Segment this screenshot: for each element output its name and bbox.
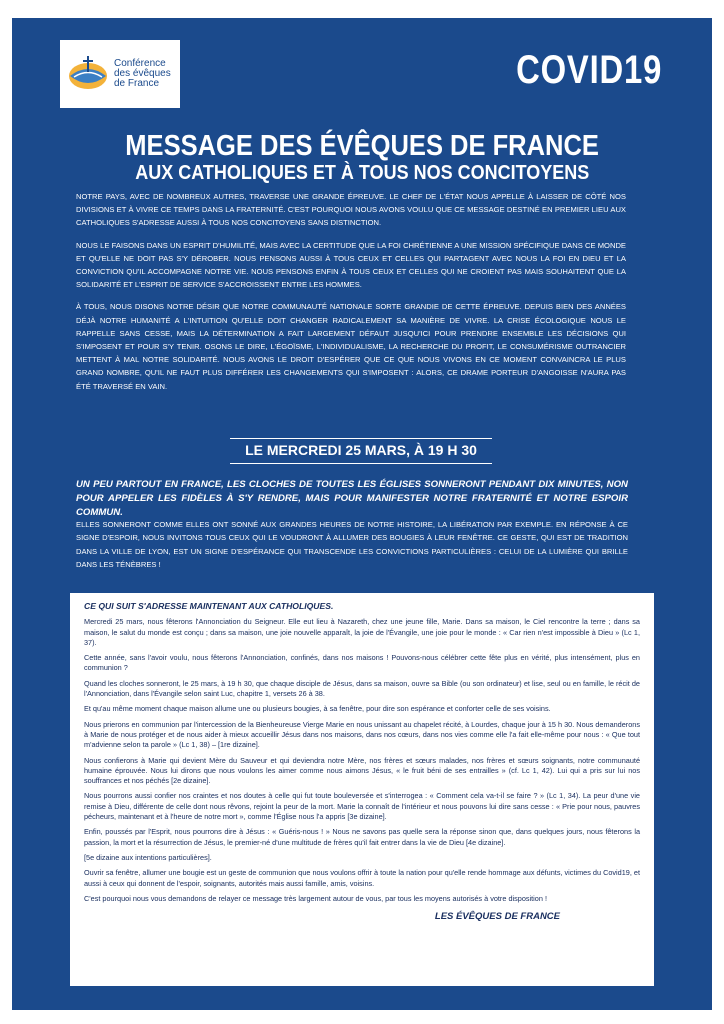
logo-line-2: des évêques bbox=[114, 68, 171, 79]
signature: LES ÉVÊQUES DE FRANCE bbox=[434, 911, 560, 923]
catholic-paragraph: Et qu'au même moment chaque maison allume une ou plusieurs bougies, à sa fenêtre, pour dire son espérance et conforter celle de ses voisins. bbox=[84, 704, 551, 714]
cross-fish-logo-icon bbox=[66, 52, 110, 96]
catholic-paragraph: Nous prierons en communion par l'intercession de la Bienheureuse Vierge Marie en nous unissant au chapelet récité, à Lourdes, chaque jour à 15 h 30. Nous demanderons à Marie de nous protéger et de nous aider à mieux accueillir Jésus dans nos maisons, dans nos cœurs, dans nos vies comme elle l'a fait elle-même pour nous : « Que tout m'advienne selon ta parole » (Lc 1, 38) – [1re dizaine]. bbox=[84, 719, 640, 750]
intro-text bbox=[76, 190, 626, 402]
logo-line-1: Conférence bbox=[114, 58, 166, 69]
bells-announcement: UN PEU PARTOUT EN FRANCE, LES CLOCHES DE TOUTES LES ÉGLISES SONNERONT PENDANT DIX MINUTES, NON POUR APPELER LES FIDÈLES À S'Y RENDRE, MAIS POUR MANIFESTER NOTRE FRATERNITÉ ET NOTRE ESPOIR COMMUN. bbox=[76, 479, 628, 518]
catholic-paragraph: C'est pourquoi nous vous demandons de relayer ce message très largement autour de vous, par tous les moyens autorisés à votre disposition ! bbox=[84, 893, 547, 903]
catholic-paragraph: [5e dizaine aux intentions particulières]. bbox=[84, 852, 212, 862]
intro-paragraph-2: NOUS LE FAISONS DANS UN ESPRIT D'HUMILITÉ, MAIS AVEC LA CERTITUDE QUE LA FOI CHRÉTIENNE A UNE MISSION SPÉCIFIQUE DANS CE MONDE ET QU'ELLE NE DOIT PAS S'Y DÉROBER. NOUS PENSONS AUSSI À TOUS CEUX ET CELLES QUI PARTAGENT AVEC NOUS LA FOI EN DIEU ET LA CONVICTION QU'IL ACCOMPAGNE NOTRE VIE. NOUS PENSONS ENFIN À TOUS CEUX ET CELLES QUI NE CROIENT PAS MAIS SOUHAITENT QUE LA SOLIDARITÉ ET L'ESPRIT DE SERVICE S'ACCROISSENT ENTRE LES HOMMES. bbox=[76, 240, 626, 290]
catholic-paragraph: Nous confierons à Marie qui devient Mère du Sauveur et qui deviendra notre Mère, nos frères et sœurs malades, nos frères et sœurs soignants, notre communauté humaine éprouvée. Nous lui dirons que nous voulons les aimer comme nous aimons Jésus, « le fruit béni de ses entrailles » (cf. Lc 1, 42). Lui qui a pris sur lui nos souffrances et nos péchés [2e dizaine]. bbox=[84, 755, 640, 786]
candles-paragraph: ELLES SONNERONT COMME ELLES ONT SONNÉ AUX GRANDES HEURES DE NOTRE HISTOIRE, LA LIBÉRATION PAR EXEMPLE. EN RÉPONSE À CE SIGNE D'ESPOIR, NOUS INVITONS TOUS CEUX QUI LE VOUDRONT À ALLUMER DES BOUGIES À LEUR FENÊTRE. CE GESTE, QUI EST DE TRADITION DANS LA VILLE DE LYON, EST UN SIGNE D'ESPÉRANCE QUI TRANSCENDE LES CONVICTIONS PARTICULIÈRES : CELUI DE LA LUMIÈRE QUI BRILLE DANS LES TÉNÈBRES ! bbox=[76, 520, 628, 570]
subtitle: AUX CATHOLIQUES ET À TOUS NOS CONCITOYENS bbox=[134, 162, 590, 184]
catholic-message-box bbox=[70, 593, 654, 986]
catholic-heading: CE QUI SUIT S'ADRESSE MAINTENANT AUX CATHOLIQUES. bbox=[84, 601, 334, 611]
catholic-paragraph: Enfin, poussés par l'Esprit, nous pourrons dire à Jésus : « Guéris-nous ! » Nous ne savons pas quelle sera la réponse sinon que, dans quelques jours, nous fêterons la passion, la mort et la résurrection de Jésus, le premier-né d'une multitude de frères qu'il fait entrer dans la vie de Dieu [4e dizaine]. bbox=[84, 827, 640, 847]
logo-line-3: de France bbox=[114, 78, 160, 89]
intro-paragraph-3: À TOUS, NOUS DISONS NOTRE DÉSIR QUE NOTRE COMMUNAUTÉ NATIONALE SORTE GRANDIE DE CETTE ÉPREUVE. DEPUIS BIEN DES ANNÉES DÉJÀ NOTRE HUMANITÉ A L'INTUITION QU'ELLE DOIT CHANGER RADICALEMENT SA MANIÈRE DE VIVRE. LA CRISE ÉCOLOGIQUE NOUS LE RAPPELLE SANS CESSE, MAIS LA DÉTERMINATION A FAIT LARGEMENT DÉFAUT JUSQU'ICI POUR PRENDRE ENSEMBLE LES DÉCISIONS QUI S'IMPOSENT ET POUR S'Y TENIR. OSONS LE DIRE, L'ÉGOÏSME, L'INDIVIDUALISME, LA RECHERCHE DU PROFIT, LE CONSUMÉRISME OUTRANCIER METTENT À MAL NOTRE SOLIDARITÉ. NOUS AVONS LE DROIT D'ESPÉRER QUE CE QUE NOUS VIVONS EN CE MOMENT CONVAINCRA LE PLUS GRAND NOMBRE, QU'IL NE FAUT PLUS DIFFÉRER LES CHANGEMENTS QUI S'IMPOSENT : ALORS, CE DRAME PORTEUR D'ANGOISSE N'AURA PAS ÉTÉ TRAVERSÉ EN VAIN. bbox=[76, 302, 626, 391]
main-title: MESSAGE DES ÉVÊQUES DE FRANCE bbox=[125, 130, 599, 162]
covid-heading: COVID19 bbox=[515, 48, 662, 92]
catholic-paragraph: Mercredi 25 mars, nous fêterons l'Annonciation du Seigneur. Elle eut lieu à Nazareth, chez une jeune fille, Marie. Dans sa maison, le Ciel rencontre la terre ; dans sa maison, le salut du monde est conçu ; dans sa maison, une joie nouvelle apparaît, la joie de l'Évangile, une joie pour le monde : « Car rien n'est impossible à Dieu » (Lc 1, 37). bbox=[84, 617, 640, 647]
catholic-paragraph: Cette année, sans l'avoir voulu, nous fêterons l'Annonciation, confinés, dans nos maisons ! Pouvons-nous célébrer cette fête plus en vérité, plus intensément, plus en communion ? bbox=[84, 653, 640, 673]
catholic-paragraph: Nous pourrons aussi confier nos craintes et nos doutes à celle qui fut toute bouleversée et s'interrogea : « Comment cela va-t-il se faire ? » (Lc 1, 34). La peur d'une vie remise à Dieu, différente de celle dont nous rêvons, rejoint la peur de la mort. Marie la connaît de l'intérieur et nous pouvons lui dire sans cesse : « Prie pour nous, pauvres pécheurs, maintenant et à l'heure de notre mort », comme l'Église nous l'a appris [3e dizaine]. bbox=[84, 791, 640, 822]
cef-logo bbox=[60, 40, 180, 108]
date-banner: LE MERCREDI 25 MARS, À 19 H 30 bbox=[230, 438, 492, 464]
intro-paragraph-1: NOTRE PAYS, AVEC DE NOMBREUX AUTRES, TRAVERSE UNE GRANDE ÉPREUVE. LE CHEF DE L'ÉTAT NOUS APPELLE À LAISSER DE CÔTÉ NOS DIVISIONS ET À VIVRE CE TEMPS DANS LA FRATERNITÉ. C'EST POURQUOI NOUS AVONS VOULU QUE CE MESSAGE DESTINÉ EN PREMIER LIEU AUX CATHOLIQUES S'ADRESSE AUSSI À TOUS NOS CONCITOYENS SANS DISTINCTION. bbox=[76, 192, 626, 228]
title-block bbox=[12, 130, 712, 184]
logo-text bbox=[114, 59, 171, 89]
catholic-paragraph: Quand les cloches sonneront, le 25 mars, à 19 h 30, que chaque disciple de Jésus, dans sa maison, ouvre sa Bible (ou son ordinateur) et lise, seul ou en famille, le récit de l'Annonciation, dans l'Évangile selon saint Luc, chapitre 1, versets 26 à 38. bbox=[84, 678, 640, 699]
catholic-paragraph: Ouvrir sa fenêtre, allumer une bougie est un geste de communion que nous voulons offrir à toute la nation pour qu'elle rende hommage aux défunts, victimes du Covid19, et aussi à ceux qui donnent de l'espoir, soignants, autorités mais aussi famille, amis, voisins. bbox=[84, 868, 640, 888]
